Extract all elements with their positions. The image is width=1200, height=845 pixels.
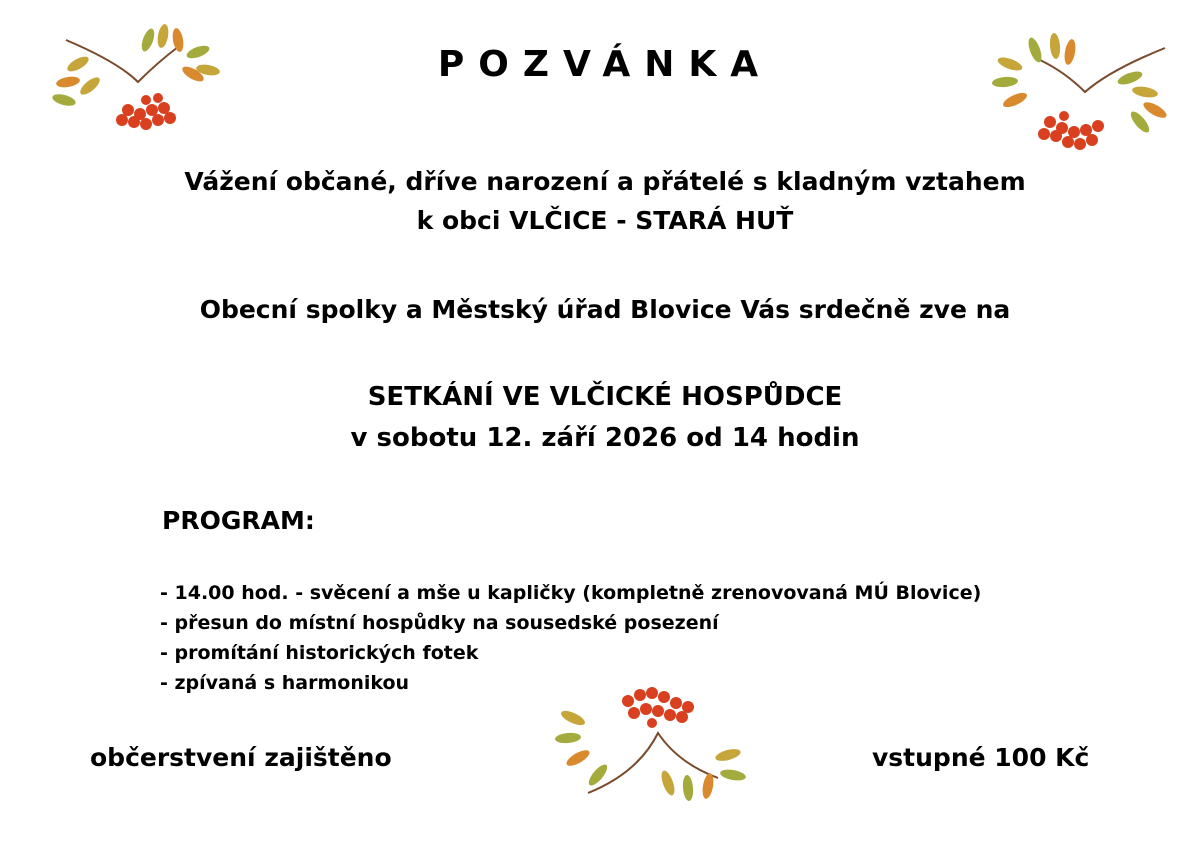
refreshments-note: občerstvení zajištěno [90,743,392,772]
rowan-branch-icon [548,683,748,808]
page-title: POZVÁNKA [437,44,773,85]
program-list [160,578,981,698]
program-item: - promítání historických fotek [160,642,479,664]
event-datetime: v sobotu 12. září 2026 od 14 hodin [350,423,860,453]
greeting-line-2: k obci VLČICE - STARÁ HUŤ [416,206,794,235]
event-name: SETKÁNÍ VE VLČICKÉ HOSPŮDCE [367,382,843,412]
invitation-text: Obecní spolky a Městský úřad Blovice Vás srdečně zve na [199,295,1011,324]
program-item: - přesun do místní hospůdky na sousedské posezení [160,612,719,634]
entry-fee: vstupné 100 Kč [872,743,1090,772]
program-item: - zpívaná s harmonikou [160,672,410,694]
program-heading: PROGRAM: [162,506,315,535]
program-item: - 14.00 hod. - svěcení a mše u kapličky (kompletně zrenovovaná MÚ Blovice) [160,582,982,604]
greeting [0,162,1200,240]
greeting-line-1: Vážení občané, dříve narození a přátelé s kladným vztahem [184,167,1026,196]
event-info [0,377,1200,459]
